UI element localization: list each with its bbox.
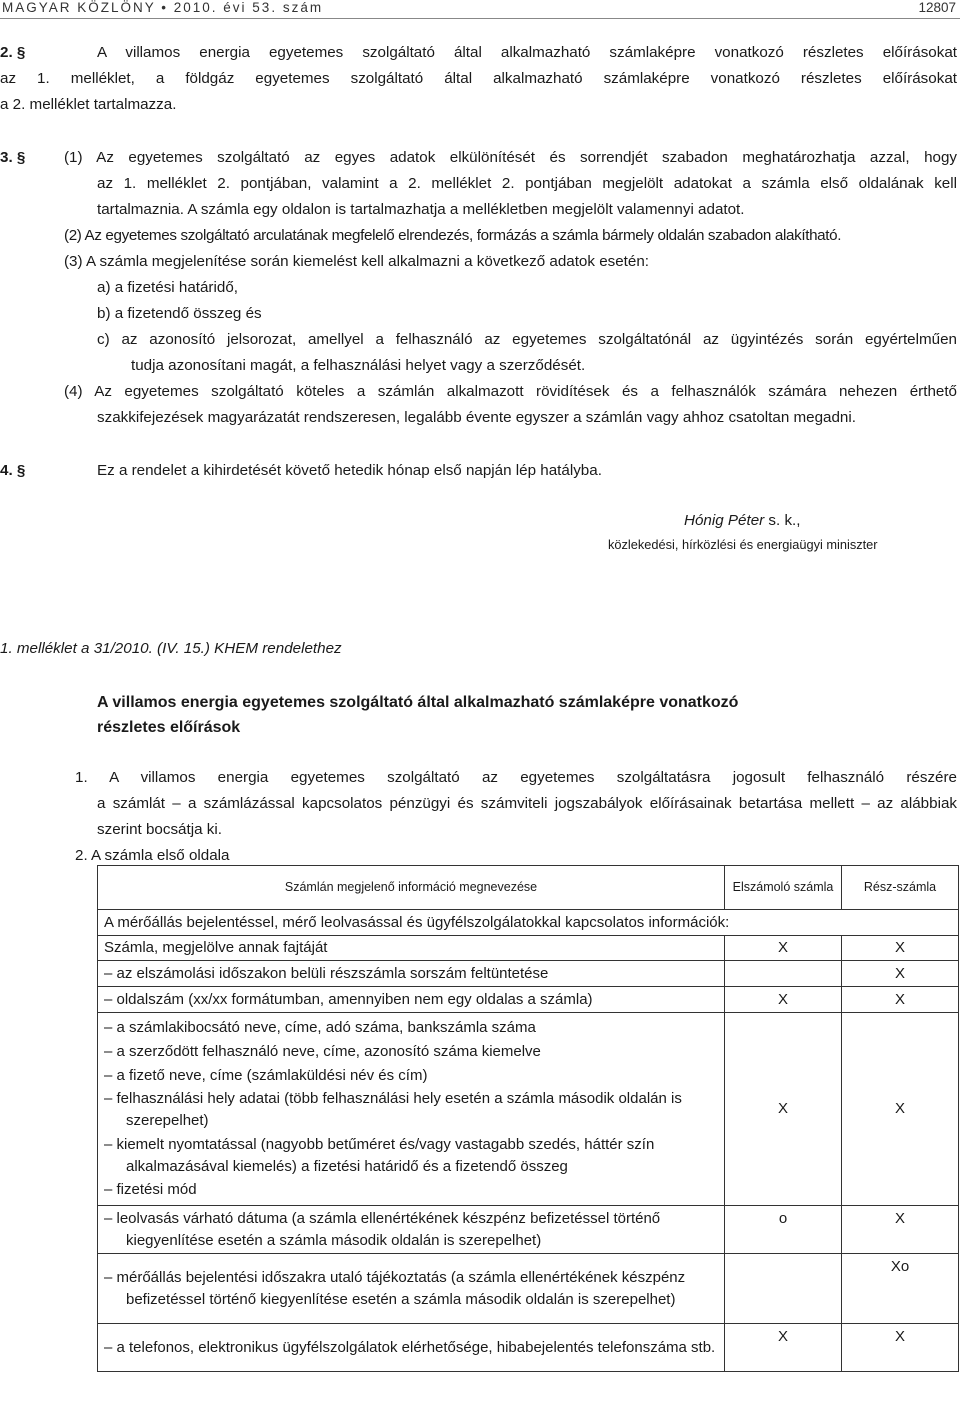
paragraph-line: (3) A számla megjelenítése során kiemelést kell alkalmazni a következő adatok esetén: <box>64 253 650 270</box>
row-final-mark: X <box>725 987 842 1013</box>
row-label: Számla, megjelölve annak fajtáját <box>98 936 725 961</box>
row-label: – oldalszám (xx/xx formátumban, amennyiben nem egy oldalas a számla) <box>98 987 725 1013</box>
list-item-a: a) a fizetési határidő, <box>97 279 238 296</box>
row-label-cell <box>98 1254 725 1324</box>
row-label: – leolvasás várható dátuma (a számla ellenértékének készpénz befizetéssel történő kiegyenlítése esetén a számla második oldalán is szerepelhet) <box>104 1209 661 1249</box>
annex-reference: 1. melléklet a 31/2010. (IV. 15.) KHEM rendelethez <box>0 640 342 657</box>
paragraph-line: tartalmaznia. A számla egy oldalon is tartalmazhatja a mellékletben megjelölt valamennyi adatot. <box>97 201 745 218</box>
annex-title <box>97 690 957 740</box>
invoice-info-table <box>97 865 959 1372</box>
annex-title-line: A villamos energia egyetemes szolgáltató által alkalmazható számlaképre vonatkozó <box>97 694 739 711</box>
annex-item-1 <box>75 765 957 791</box>
section-2-line: A villamos energia egyetemes szolgáltató által alkalmazható számlaképre vonatkozó részletes előírásokat <box>97 44 957 61</box>
signer-name: Hónig Péter <box>684 512 765 529</box>
group-item: – a számlakibocsátó neve, címe, adó száma, bankszámla száma <box>104 1019 536 1036</box>
row-final-mark <box>725 961 842 987</box>
list-item-b: b) a fizetendő összeg és <box>97 305 262 322</box>
row-final-mark: X <box>725 1324 842 1372</box>
table-row <box>98 1254 959 1324</box>
annex-item-2: 2. A számla első oldala <box>75 847 230 864</box>
annex-item-line: 1. A villamos energia egyetemes szolgáltató az egyetemes szolgáltatásra jogosult felhasználó részére <box>75 769 957 786</box>
row-partial-mark: X <box>842 961 959 987</box>
group-labels <box>98 1013 725 1206</box>
section-3-para-1 <box>64 145 957 171</box>
group-item: – felhasználási hely adatai (több felhasználási hely esetén a számla második oldalán is szerepelhet) <box>104 1090 682 1129</box>
section-2-cont <box>0 66 957 118</box>
header-final-invoice: Elszámoló számla <box>725 866 842 910</box>
section-heading: A mérőállás bejelentéssel, mérő leolvasással és ügyfélszolgálatokkal kapcsolatos információk: <box>98 910 959 936</box>
row-partial-mark: X <box>842 1206 959 1254</box>
row-label: – mérőállás bejelentési időszakra utaló tájékoztatás (a számla ellenértékének készpénz befizetéssel történő kiegyenlítése esetén a számla második oldalán is szerepelhet) <box>104 1268 686 1308</box>
paragraph-line: az 1. melléklet 2. pontjában, valamint a 2. melléklet 2. pontjában megjelölt adatokat a számla első oldalának kell <box>97 175 957 192</box>
group-item: – a szerződött felhasználó neve, címe, azonosító száma kiemelve <box>104 1043 541 1060</box>
list-item-c-cont: tudja azonosítani magát, a felhasználási helyet vagy a szerződését. <box>131 357 586 374</box>
row-partial-mark: X <box>842 987 959 1013</box>
row-label: – az elszámolási időszakon belüli részszámla sorszám feltüntetése <box>98 961 725 987</box>
table-row <box>98 987 959 1013</box>
row-partial-mark: Xo <box>842 1254 959 1324</box>
section-2-line: a 2. melléklet tartalmazza. <box>0 96 177 113</box>
group-item: – kiemelt nyomtatással (nagyobb betűméret és/vagy vastagabb szedés, háttér szín alkalmazásával kiemelés) a fizetési határidő és a fizetendő összeg <box>104 1136 655 1175</box>
header-info-name: Számlán megjelenő információ megnevezése <box>98 866 725 910</box>
header-rule <box>0 18 960 19</box>
page-number: 12807 <box>918 0 956 15</box>
group-item: – fizetési mód <box>104 1181 197 1198</box>
group-partial-mark: X <box>842 1013 959 1206</box>
section-3-para-1-cont <box>97 171 957 223</box>
section-2-number: 2. § <box>0 44 26 61</box>
table-row-group <box>98 1013 959 1206</box>
table-section-row <box>98 910 959 936</box>
signer-role: közlekedési, hírközlési és energiaügyi miniszter <box>608 537 878 552</box>
section-3-para-3 <box>64 249 957 275</box>
section-4-number: 4. § <box>0 462 26 479</box>
annex-title-line: részletes előírások <box>97 719 241 736</box>
row-label: – a telefonos, elektronikus ügyfélszolgálatok elérhetősége, hibabejelentés telefonszáma stb. <box>104 1338 716 1356</box>
list-item-line: c) az azonosító jelsorozat, amellyel a felhasználó az egyetemes szolgáltatónál az ügyintézés során egyértelműen <box>97 331 957 348</box>
section-3-number: 3. § <box>0 149 26 166</box>
row-final-mark: o <box>725 1206 842 1254</box>
section-4-text: Ez a rendelet a kihirdetését követő hetedik hónap első napján lép hatályba. <box>97 462 602 479</box>
row-final-mark: X <box>725 936 842 961</box>
annex-item-line: szerint bocsátja ki. <box>97 821 222 838</box>
row-final-mark <box>725 1254 842 1324</box>
group-final-mark: X <box>725 1013 842 1206</box>
section-3-para-2 <box>64 223 957 249</box>
row-partial-mark: X <box>842 936 959 961</box>
paragraph-line: (1) Az egyetemes szolgáltató az egyes adatok elkülönítését és sorrendjét szabadon meghatározhatja azzal, hogy <box>64 149 957 166</box>
row-partial-mark: X <box>842 1324 959 1372</box>
journal-title: MAGYAR KÖZLÖNY • 2010. évi 53. szám <box>2 0 324 15</box>
table-header-row <box>98 866 959 910</box>
paragraph-line: (2) Az egyetemes szolgáltató arculatának megfelelő elrendezés, formázás a számla bármely oldalán szabadon alakítható. <box>64 227 842 244</box>
paragraph-line: (4) Az egyetemes szolgáltató köteles a számlán alkalmazott rövidítések és a felhasználók számára nehezen érthető <box>64 383 957 400</box>
list-item-c <box>97 327 957 353</box>
section-2-text <box>97 40 957 66</box>
table-row <box>98 936 959 961</box>
annex-item-line: a számlát – a számlázással kapcsolatos pénzügyi és számviteli jogszabályok előírásainak betartása mellett – az alábbiak <box>97 795 957 812</box>
row-label-cell <box>98 1324 725 1372</box>
table-row <box>98 961 959 987</box>
table-row <box>98 1324 959 1372</box>
signer-suffix: s. k., <box>764 512 801 529</box>
section-2-line: az 1. melléklet, a földgáz egyetemes szolgáltató által alkalmazható számlaképre vonatkozó részletes előírásokat <box>0 70 957 87</box>
row-label-cell <box>98 1206 725 1254</box>
header-partial-invoice: Rész-számla <box>842 866 959 910</box>
section-3-para-4 <box>64 379 957 405</box>
group-item: – a fizető neve, címe (számlaküldési név és cím) <box>104 1067 428 1084</box>
annex-item-1-cont <box>97 791 957 843</box>
signature <box>684 512 801 529</box>
running-header <box>0 0 960 16</box>
section-3-para-4-cont: szakkifejezések magyarázatát rendszeresen, legalább évente egyszer a számlán vagy ahhoz csatoltan megadni. <box>97 409 856 426</box>
table-row <box>98 1206 959 1254</box>
